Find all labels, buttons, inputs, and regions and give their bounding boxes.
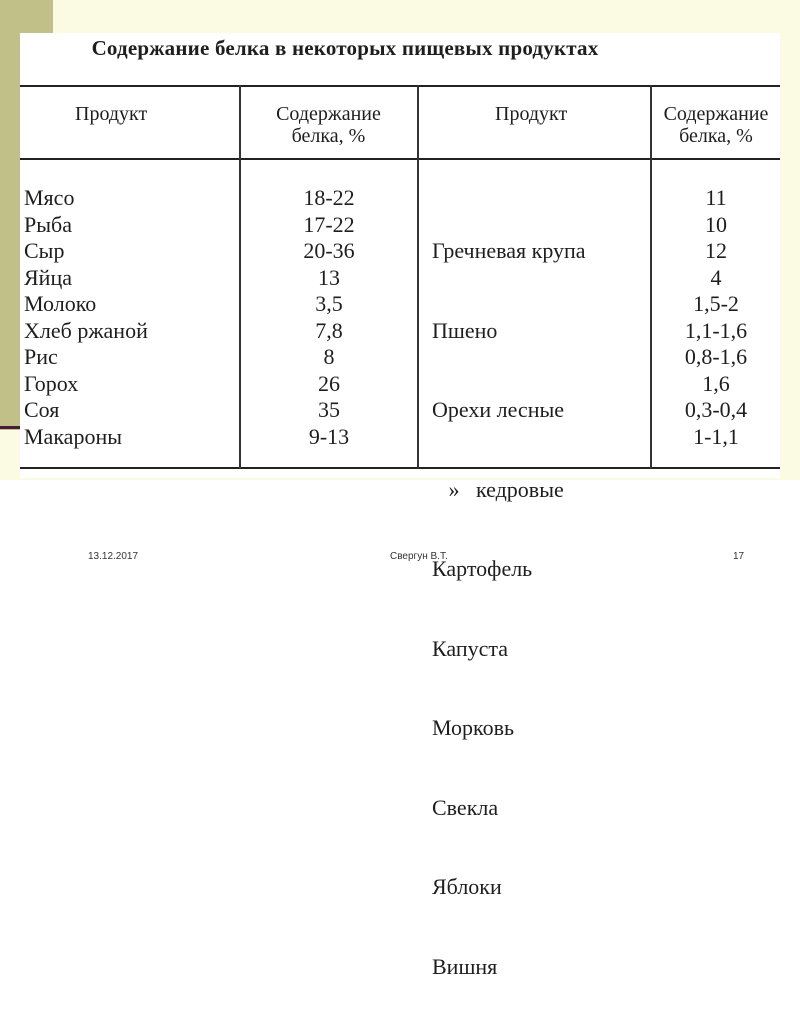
footer-page-number: 17 — [733, 551, 745, 562]
table-cell-value: 1-1,1 — [693, 423, 739, 449]
table-cell-product: Хлеб ржаной — [24, 317, 148, 343]
table-cell-value: 17-22 — [303, 211, 355, 237]
table-cell-value: 0,3-0,4 — [684, 397, 748, 422]
table-cell-product: Пшено — [432, 317, 498, 343]
table-cell-product: Макароны — [24, 423, 123, 449]
table-cell-product: Горох — [24, 370, 79, 396]
table-title: Содержание белка в некоторых пищевых продуктах — [91, 36, 599, 60]
table-top-border — [20, 85, 780, 87]
table-cell-value: 13 — [318, 264, 340, 290]
header-divider — [20, 158, 780, 160]
table-cell-product: Молоко — [24, 291, 97, 316]
table-cell-product: Сыр — [24, 238, 65, 263]
table-cell-value: 1,6 — [702, 370, 730, 396]
table-cell-value: 1,5-2 — [693, 291, 739, 316]
header-product-left: Продукт — [75, 103, 148, 125]
table-cell-value: 12 — [705, 238, 727, 263]
table-cell-value: 0,8-1,6 — [684, 344, 748, 369]
table-cell-product: Яблоки — [432, 874, 502, 899]
table-cell-product: Яйца — [24, 264, 72, 290]
header-product-right: Продукт — [495, 103, 568, 125]
header-content-left: Содержание белка, % — [276, 103, 381, 147]
table-cell-value: 3,5 — [315, 291, 343, 316]
table-cell-product: Свекла — [432, 794, 499, 820]
table-cell-value: 9-13 — [308, 423, 350, 449]
footer-author: Свергун В.Т. — [390, 551, 448, 562]
table-cell-value: 20-36 — [303, 238, 355, 263]
left-values-column — [241, 185, 417, 450]
table-cell-value: 7,8 — [315, 317, 343, 343]
table-cell-product: Орехи лесные — [432, 397, 565, 422]
table-cell-value: 10 — [705, 211, 727, 237]
table-cell-value: 8 — [323, 344, 335, 369]
header-content-right: Содержание белка, % — [663, 103, 769, 147]
table-cell-product: Рыба — [24, 211, 72, 237]
left-products-column — [24, 185, 234, 450]
accent-line — [0, 426, 22, 429]
column-divider — [417, 85, 419, 469]
table-cell-value: 1,1-1,6 — [684, 317, 748, 343]
right-products-column — [432, 185, 647, 1033]
footer-date: 13.12.2017 — [88, 551, 139, 562]
table-cell-product: Вишня — [432, 953, 498, 979]
table-cell-product: Картофель — [432, 556, 533, 581]
table-cell-product: Рис — [24, 344, 58, 369]
table-cell-product: » кедровые — [432, 476, 564, 502]
table-cell-product: Соя — [24, 397, 60, 422]
table-cell-value: 18-22 — [303, 185, 355, 210]
table-cell-value: 35 — [318, 397, 340, 422]
table-cell-value: 26 — [318, 370, 340, 396]
table-cell-product: Морковь — [432, 715, 515, 740]
table-cell-value: 4 — [710, 264, 722, 290]
table-cell-product: Гречневая крупа — [432, 238, 586, 263]
table-cell-product: Мясо — [24, 185, 75, 210]
table-cell-product: Капуста — [432, 635, 509, 661]
table-cell-value: 11 — [705, 185, 727, 210]
table-bottom-border — [20, 467, 780, 469]
right-values-column — [652, 185, 780, 450]
